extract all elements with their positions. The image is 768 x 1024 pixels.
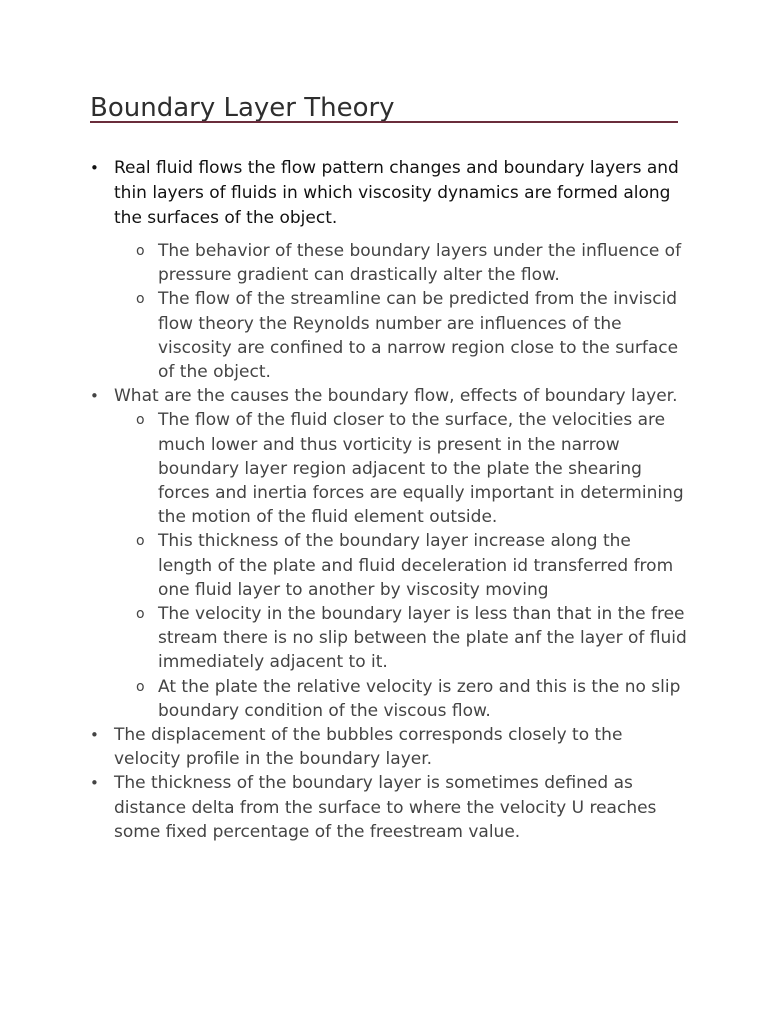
list-item-text: The velocity in the boundary layer is less than that in the free stream there is no slip between the plate anf the layer of fluid immediately adjacent to it. (158, 604, 687, 673)
list-item (90, 287, 690, 384)
sub-bullet-icon: o (136, 412, 145, 429)
list-item-text: What are the causes the boundary flow, effects of boundary layer. (114, 386, 678, 407)
bullet-icon: • (90, 726, 99, 745)
list-item-text: The behavior of these boundary layers under the influence of pressure gradient can drastically alter the flow. (158, 241, 682, 286)
list-item-text: The flow of the fluid closer to the surface, the velocities are much lower and thus vorticity is present in the narrow boundary layer region adjacent to the plate the shearing forces and inertia forces are equally important in determining the motion of the fluid element outside. (158, 410, 684, 528)
sub-bullet-icon: o (136, 606, 145, 623)
list-item (90, 529, 690, 602)
list-item-text: At the plate the relative velocity is zero and this is the no slip boundary condition of the viscous flow. (158, 676, 681, 721)
list-item (90, 602, 690, 675)
list-item (90, 239, 690, 287)
sub-bullet-icon: o (136, 678, 145, 695)
list-item (90, 723, 690, 771)
sub-bullet-icon: o (136, 533, 145, 550)
list-item-text: Real fluid flows the flow pattern changes and boundary layers and thin layers of fluids in which viscosity dynamics are formed along the surfaces of the object. (114, 158, 679, 228)
bullet-icon: • (90, 774, 99, 793)
list-item (90, 156, 690, 231)
list-item (90, 771, 690, 844)
sub-bullet-icon: o (136, 243, 145, 259)
bullet-icon: • (90, 387, 99, 406)
list-item-text: The displacement of the bubbles corresponds closely to the velocity profile in the boundary layer. (114, 725, 623, 770)
list-item (90, 675, 690, 723)
list-item-text: The thickness of the boundary layer is sometimes defined as distance delta from the surface to where the velocity U reaches some fixed percentage of the freestream value. (114, 773, 657, 842)
title-divider (90, 121, 678, 123)
list-item (90, 408, 690, 529)
bullet-list (90, 156, 690, 844)
document-title: Boundary Layer Theory (90, 93, 395, 124)
sub-bullet-icon: o (136, 291, 145, 308)
list-item-text: This thickness of the boundary layer increase along the length of the plate and fluid deceleration id transferred from one fluid layer to another by viscosity moving (158, 531, 674, 600)
list-item-text: The flow of the streamline can be predicted from the inviscid flow theory the Reynolds number are influences of the viscosity are confined to a narrow region close to the surface of the object. (158, 289, 679, 383)
list-item (90, 384, 690, 408)
bullet-icon: • (90, 159, 99, 177)
